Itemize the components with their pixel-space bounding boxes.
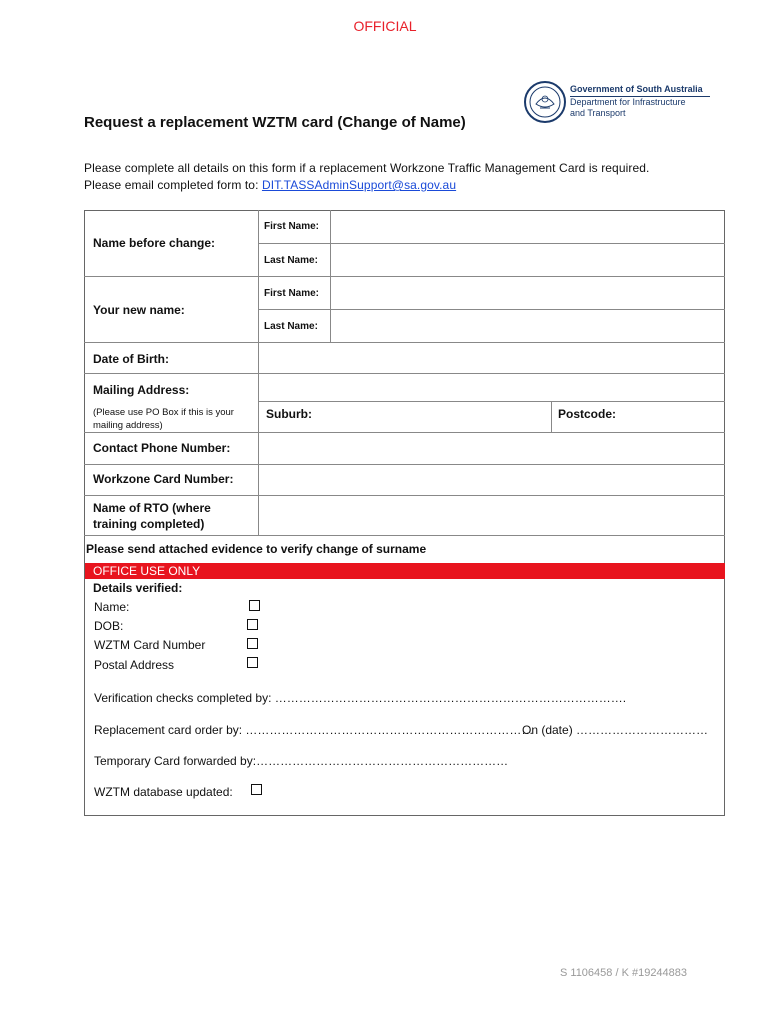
check-name-checkbox[interactable] xyxy=(249,600,260,611)
database-updated-label: WZTM database updated: xyxy=(94,785,233,799)
intro-line-2 xyxy=(84,177,649,194)
dob-label: Date of Birth: xyxy=(93,352,169,366)
logo-department: Department for Infrastructure xyxy=(570,97,686,107)
check-card-number-checkbox[interactable] xyxy=(247,638,258,649)
divider xyxy=(84,535,725,536)
new-last-name-label: Last Name: xyxy=(264,321,318,332)
evidence-notice: Please send attached evidence to verify change of surname xyxy=(86,542,427,556)
office-use-header xyxy=(85,563,725,579)
card-number-field[interactable] xyxy=(259,465,724,495)
document-reference: S 1106458 / K #19244883 xyxy=(560,967,688,979)
before-last-name-label: Last Name: xyxy=(264,255,318,266)
new-name-label: Your new name: xyxy=(93,303,185,317)
name-before-label: Name before change: xyxy=(93,236,216,250)
government-seal-logo xyxy=(522,80,568,124)
postcode-field[interactable] xyxy=(625,402,724,432)
check-postal-checkbox[interactable] xyxy=(247,657,258,668)
replacement-order-line: Replacement card order by: ……………………………………………………………… xyxy=(94,723,534,737)
suburb-field[interactable] xyxy=(320,402,550,432)
office-use-title: OFFICE USE ONLY xyxy=(93,564,201,578)
before-first-name-label: First Name: xyxy=(264,221,320,232)
before-first-name-field[interactable] xyxy=(331,211,724,243)
temporary-card-line: Temporary Card forwarded by:……………………………………………………… xyxy=(94,754,509,768)
dob-field[interactable] xyxy=(259,343,724,373)
new-first-name-field[interactable] xyxy=(331,277,724,309)
check-card-number-label: WZTM Card Number xyxy=(94,638,206,652)
before-last-name-field[interactable] xyxy=(331,244,724,276)
page-title: Request a replacement WZTM card (Change of Name) xyxy=(84,114,466,131)
logo-government: Government of South Australia xyxy=(570,84,703,94)
check-dob-checkbox[interactable] xyxy=(247,619,258,630)
email-link[interactable]: DIT.TASSAdminSupport@sa.gov.au xyxy=(261,178,457,192)
check-name-label: Name: xyxy=(94,600,130,614)
mailing-address-field[interactable] xyxy=(259,374,724,401)
classification-label: OFFICIAL xyxy=(353,18,417,34)
intro-text xyxy=(84,160,649,194)
database-updated-checkbox[interactable] xyxy=(251,784,262,795)
mailing-address-note: (Please use PO Box if this is your mailing address) xyxy=(93,407,234,431)
intro-line-1: Please complete all details on this form if a replacement Workzone Traffic Management Card is required. xyxy=(84,161,650,175)
logo-text xyxy=(570,84,703,119)
mailing-address-label: Mailing Address: xyxy=(93,383,190,397)
new-last-name-field[interactable] xyxy=(331,310,724,342)
card-number-label: Workzone Card Number: xyxy=(93,472,234,486)
phone-field[interactable] xyxy=(259,433,724,464)
logo-department-cont: and Transport xyxy=(570,108,626,118)
phone-label: Contact Phone Number: xyxy=(93,441,231,455)
verification-line: Verification checks completed by: ……………………………………………………………………………. xyxy=(94,691,627,705)
logo-divider xyxy=(570,96,710,97)
divider xyxy=(551,401,552,432)
check-dob-label: DOB: xyxy=(94,619,124,633)
check-postal-label: Postal Address xyxy=(94,658,175,672)
order-date-line: On (date) …………………………… xyxy=(522,723,709,737)
rto-field[interactable] xyxy=(259,496,724,535)
postcode-label: Postcode: xyxy=(558,407,617,421)
intro-email-prefix: Please email completed form to: xyxy=(84,178,259,192)
rto-label: Name of RTO (where training completed) xyxy=(93,501,211,531)
suburb-label: Suburb: xyxy=(266,407,312,421)
new-first-name-label: First Name: xyxy=(264,288,320,299)
details-verified-label: Details verified: xyxy=(93,581,183,595)
